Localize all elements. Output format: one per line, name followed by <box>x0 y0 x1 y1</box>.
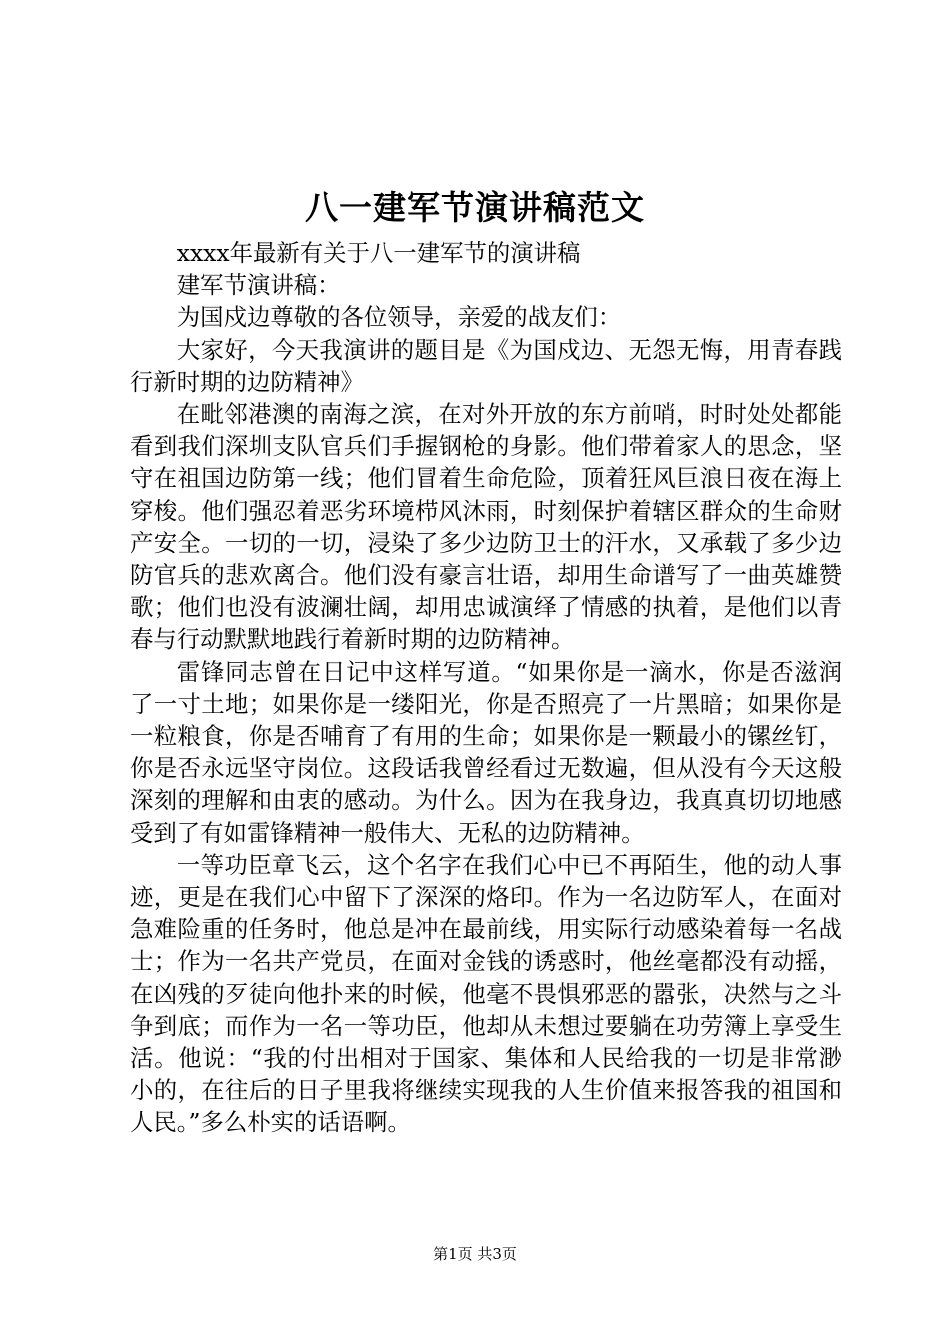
paragraph-body-1: 在毗邻港澳的南海之滨，在对外开放的东方前哨，时时处处都能看到我们深圳支队官兵们手握钢枪的身影。他们带着家人的思念，坚守在祖国边防第一线；他们冒着生命危险，顶着狂风巨浪日夜在海上穿梭。他们强忍着恶劣环境栉风沐雨，时刻保护着辖区群众的生命财产安全。一切的一切，浸染了多少边防卫士的汗水，又承载了多少边防官兵的悲欢离合。他们没有豪言壮语，却用生命谱写了一曲英雄赞歌；他们也没有波澜壮阔，却用忠诚演绎了情感的执着，是他们以青春与行动默默地践行着新时期的边防精神。 <box>130 400 842 654</box>
paragraph-heading: 建军节演讲稿： <box>176 271 341 300</box>
paragraph-body-2: 雷锋同志曾在日记中这样写道。“如果你是一滴水，你是否滋润了一寸土地；如果你是一缕阳光，你是否照亮了一片黑暗；如果你是一粒粮食，你是否哺育了有用的生命；如果你是一颗最小的镙丝钉，你是否永远坚守岗位。这段话我曾经看过无数遍，但从没有今天这般深刻的理解和由衷的感动。为什么。因为在我身边，我真真切切地感受到了有如雷锋精神一般伟大、无私的边防精神。 <box>130 657 842 847</box>
paragraph-greeting: 大家好，今天我演讲的题目是《为国戍边、无怨无悔，用青春践行新时期的边防精神》 <box>130 335 842 396</box>
paragraph-salutation: 为国戍边尊敬的各位领导，亲爱的战友们： <box>176 303 622 332</box>
page-footer: 第1页 共3页 <box>433 1245 517 1263</box>
paragraph-intro: xxxx年最新有关于八一建军节的演讲稿 <box>176 239 581 267</box>
document-body <box>130 237 842 1139</box>
document-title: 八一建军节演讲稿范文 <box>305 188 645 227</box>
paragraph-body-3: 一等功臣章飞云，这个名字在我们心中已不再陌生，他的动人事迹，更是在我们心中留下了深深的烙印。作为一名边防军人，在面对急难险重的任务时，他总是冲在最前线，用实际行动感染着每一名战士；作为一名共产党员，在面对金钱的诱惑时，他丝毫都没有动摇，在凶残的歹徒向他扑来的时候，他毫不畏惧邪恶的嚣张，决然与之斗争到底；而作为一名一等功臣，他却从未想过要躺在功劳簿上享受生活。他说：“我的付出相对于国家、集体和人民给我的一切是非常渺小的，在往后的日子里我将继续实现我的人生价值来报答我的祖国和人民。”多么朴实的话语啊。 <box>130 850 842 1137</box>
